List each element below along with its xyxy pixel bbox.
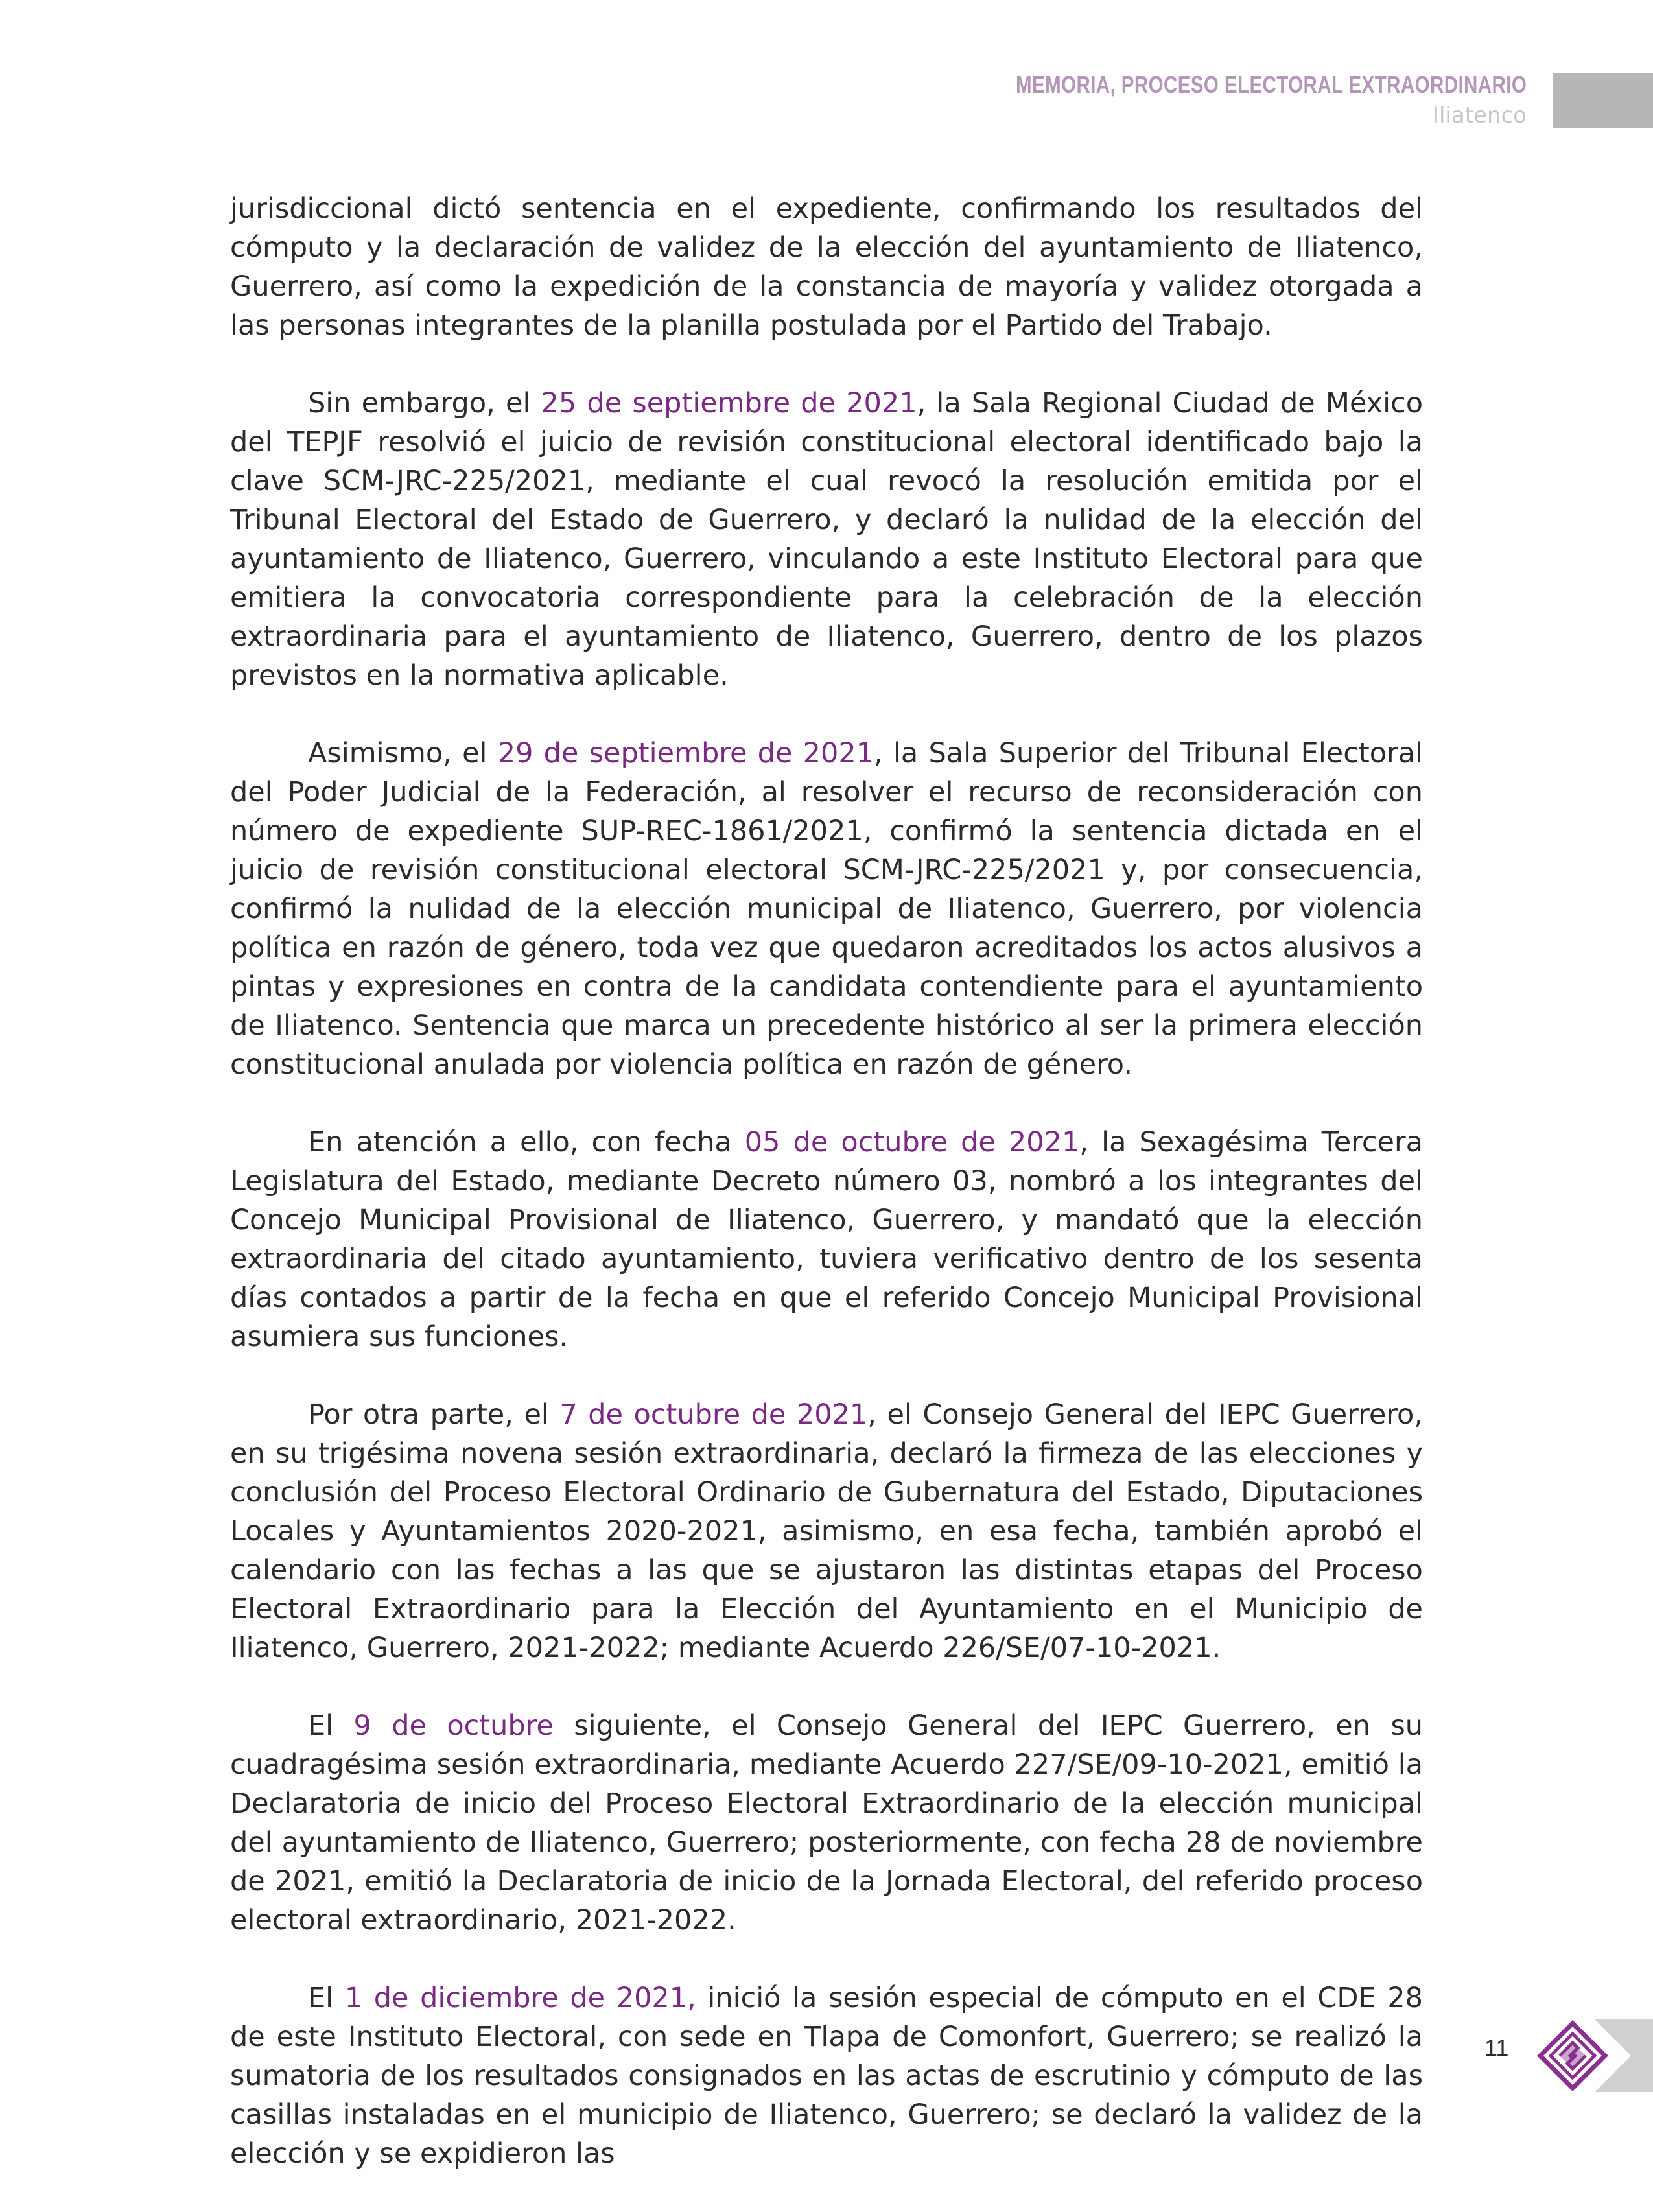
paragraph-text: siguiente, el Consejo General del IEPC Guerrero, en su cuadragésima sesión extraordinaria, mediante Acuerdo 227/SE/09-10-2021, emitió la Declaratoria de inicio del Proceso Electoral Extraordinario de la elección municipal del ayuntamiento de Iliatenco, Guerrero; posteriormente, con fecha 28 de noviembre de 2021, emitió la Declaratoria de inicio de la Jornada Electoral, del referido proceso electoral extraordinario, 2021-2022. xyxy=(230,1710,1423,1936)
paragraph-7 xyxy=(230,1979,1423,2173)
document-body xyxy=(230,189,1423,2212)
paragraph-text: El xyxy=(308,1710,354,1742)
date-highlight: 05 de octubre de 2021 xyxy=(744,1126,1080,1159)
page-number: 11 xyxy=(1484,2034,1509,2061)
paragraph-text: El xyxy=(308,1982,345,2014)
paragraph-text: , el Consejo General del IEPC Guerrero, en su trigésima novena sesión extraordinaria, declaró la firmeza de las elecciones y conclusión del Proceso Electoral Ordinario de Gubernatura del Estado, Diputaciones Locales y Ayuntamientos 2020-2021, asimismo, en esa fecha, también aprobó el calendario con las fechas a las que se ajustaron las distintas etapas del Proceso Electoral Extraordinario para la Elección del Ayuntamiento en el Municipio de Iliatenco, Guerrero, 2021-2022; mediante Acuerdo 226/SE/07-10-2021. xyxy=(230,1398,1423,1664)
header-gray-bar xyxy=(1553,73,1653,128)
paragraph-text: Sin embargo, el xyxy=(308,387,541,419)
date-highlight: 1 de diciembre de 2021, xyxy=(344,1982,696,2014)
paragraph-text: jurisdiccional dictó sentencia en el expediente, confirmando los resultados del cómputo y la declaración de validez de la elección del ayuntamiento de Iliatenco, Guerrero, así como la expedición de la constancia de mayoría y validez otorgada a las personas integrantes de la planilla postulada por el Partido del Trabajo. xyxy=(230,193,1423,342)
date-highlight: 9 de octubre xyxy=(353,1710,554,1742)
paragraph-3 xyxy=(230,734,1423,1084)
header-title: MEMORIA, PROCESO ELECTORAL EXTRAORDINARIO xyxy=(1015,71,1527,98)
paragraph-5 xyxy=(230,1395,1423,1667)
paragraph-text: En atención a ello, con fecha xyxy=(308,1126,745,1159)
paragraph-text: Por otra parte, el xyxy=(308,1398,560,1431)
paragraph-text: , la Sala Regional Ciudad de México del TEPJF resolvió el juicio de revisión constitucional electoral identificado bajo la clave SCM-JRC-225/2021, mediante el cual revocó la resolución emitida por el Tribunal Electoral del Estado de Guerrero, y declaró la nulidad de la elección del ayuntamiento de Iliatenco, Guerrero, vinculando a este Instituto Electoral para que emitiera la convocatoria correspondiente para la celebración de la elección extraordinaria para el ayuntamiento de Iliatenco, Guerrero, dentro de los plazos previstos en la normativa aplicable. xyxy=(230,387,1423,692)
paragraph-2 xyxy=(230,384,1423,695)
date-highlight: 25 de septiembre de 2021 xyxy=(541,387,917,419)
paragraph-1 xyxy=(230,189,1423,345)
paragraph-text: inició la sesión especial de cómputo en el CDE 28 de este Instituto Electoral, con sede en Tlapa de Comonfort, Guerrero; se realizó la sumatoria de los resultados consignados en las actas de escrutinio y cómputo de las casillas instaladas en el municipio de Iliatenco, Guerrero; se declaró la validez de la elección y se expidieron las xyxy=(230,1982,1423,2170)
date-highlight: 29 de septiembre de 2021 xyxy=(497,737,874,770)
greca-logo-icon xyxy=(1523,2019,1653,2092)
paragraph-4 xyxy=(230,1123,1423,1356)
paragraph-6 xyxy=(230,1706,1423,1940)
date-highlight: 7 de octubre de 2021 xyxy=(559,1398,868,1431)
paragraph-text: , la Sala Superior del Tribunal Electoral del Poder Judicial de la Federación, al resolver el recurso de reconsideración con número de expediente SUP-REC-1861/2021, confirmó la sentencia dictada en el juicio de revisión constitucional electoral SCM-JRC-225/2021 y, por consecuencia, confirmó la nulidad de la elección municipal de Iliatenco, Guerrero, por violencia política en razón de género, toda vez que quedaron acreditados los actos alusivos a pintas y expresiones en contra de la candidata contendiente para el ayuntamiento de Iliatenco. Sentencia que marca un precedente histórico al ser la primera elección constitucional anulada por violencia política en razón de género. xyxy=(230,737,1424,1081)
paragraph-text: , la Sexagésima Tercera Legislatura del Estado, mediante Decreto número 03, nombró a los integrantes del Concejo Municipal Provisional de Iliatenco, Guerrero, y mandató que la elección extraordinaria del citado ayuntamiento, tuviera verificativo dentro de los sesenta días contados a partir de la fecha en que el referido Concejo Municipal Provisional asumiera sus funciones. xyxy=(230,1126,1424,1353)
paragraph-text: Asimismo, el xyxy=(308,737,498,770)
header-subtitle: Iliatenco xyxy=(1432,102,1527,128)
footer-logo-band xyxy=(1523,2019,1653,2092)
